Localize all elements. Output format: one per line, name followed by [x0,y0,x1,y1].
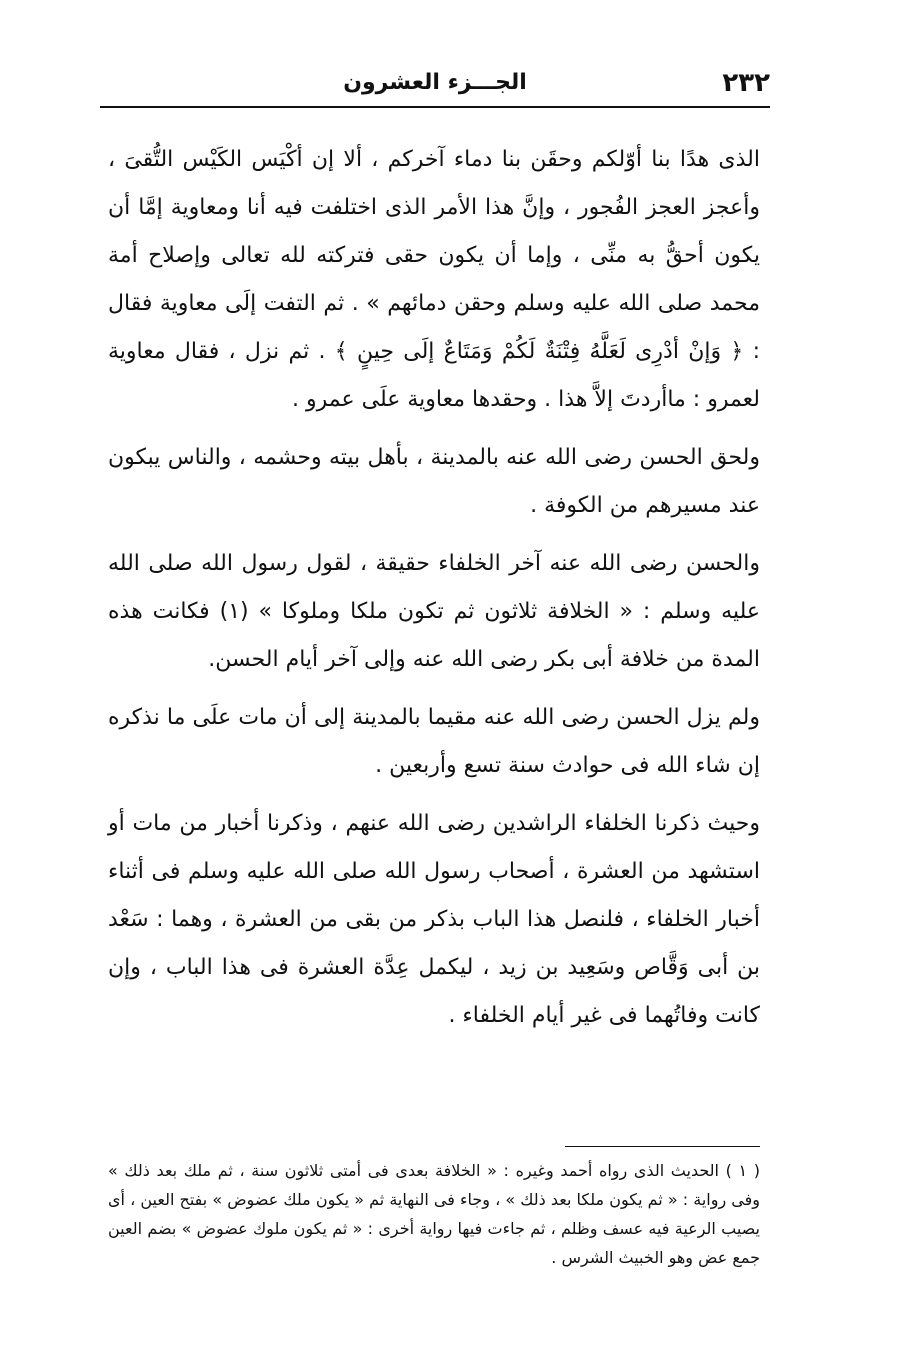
header-divider [100,106,770,108]
page-number: ٢٣٢ [722,68,770,98]
paragraph: وحيث ذكرنا الخلفاء الراشدين رضى الله عنهم ، وذكرنا أخبار من مات أو استشهد من العشرة ، أصحاب رسول الله صلى الله عليه وسلم فى أثناء أخبار الخلفاء ، فلنصل هذا الباب بذكر من بقى من العشرة ، وهما : سَعْد بن أبى وَقَّاص وسَعِيد بن زيد ، ليكمل عِدَّة العشرة فى هذا الباب ، وإن كانت وفاتُهما فى غير أيام الخلفاء . [108,811,760,1028]
footnote: ( ١ ) الحديث الذى رواه أحمد وغيره : « الخلافة بعدى فى أمتى ثلاثون سنة ، ثم ملك بعد ذلك » وفى رواية : « ثم يكون ملكا بعد ذلك » ، وجاء فى النهاية ثم « يكون ملك عضوض » بفتح العين ، أى يصيب الرعية فيه عسف وظلم ، ثم جاءت فيها رواية أخرى : « ثم يكون ملوك عضوض » بضم العين جمع عض وهو الخبيث الشرس . [108,1161,760,1267]
paragraph: ولم يزل الحسن رضى الله عنه مقيما بالمدينة إلى أن مات علَى ما نذكره إن شاء الله فى حوادث سنة تسع وأربعين . [108,705,760,778]
footnote-divider [565,1146,760,1147]
running-title: الجـــزء العشرون [343,70,527,95]
body-text [108,136,760,1040]
footnotes [108,1156,760,1272]
paragraph: والحسن رضى الله عنه آخر الخلفاء حقيقة ، لقول رسول الله صلى الله عليه وسلم : « الخلافة ثلاثون ثم تكون ملكا وملوكا » (١) فكانت هذه المدة من خلافة أبى بكر رضى الله عنه وإلى آخر أيام الحسن. [108,551,760,672]
page-header [100,62,770,102]
paragraph: الذى هدًا بنا أوّلكم وحقَن بنا دماء آخركم ، ألا إن أكْيَس الكَيْس التُّقىَ ، وأعجز العجز الفُجور ، وإنَّ هذا الأمر الذى اختلفت فيه أنا ومعاوية إمَّا أن يكون أحقُّ به منِّى ، وإما أن يكون حقى فتركته لله تعالى وإصلاح أمة محمد صلى الله عليه وسلم وحقن دمائهم » . ثم التفت إلَى معاوية فقال : ﴿ وَإنْ أدْرِى لَعَلَّهُ فِتْنَةٌ لَكُمْ وَمَتَاعٌ إلَى حِينٍ ﴾ . ثم نزل ، فقال معاوية لعمرو : ماأردتَ إلاَّ هذا . وحقدها معاوية علَى عمرو . [108,147,760,412]
paragraph: ولحق الحسن رضى الله عنه بالمدينة ، بأهل بيته وحشمه ، والناس يبكون عند مسيرهم من الكوفة . [108,445,760,518]
